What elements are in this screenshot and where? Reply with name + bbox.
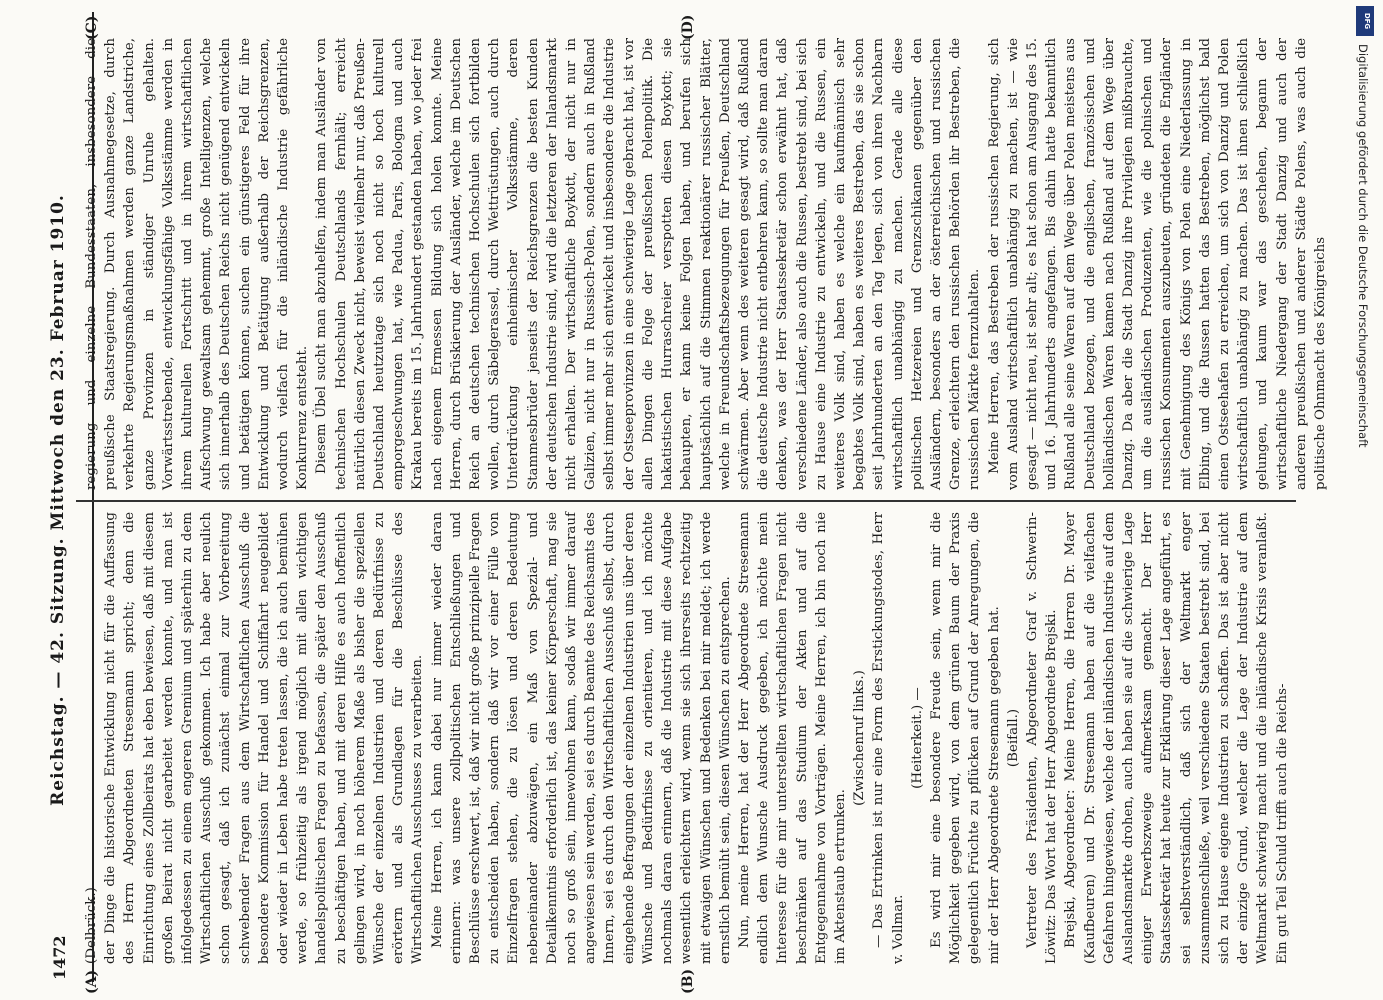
speech-paragraph: Brejski, Abgeordneter: Meine Herren, die Herren Dr. Mayer (Kaufbeuren) und Dr. Stresemann haben auf die vielfachen Gefahren hingewiesen, welche der inländischen Industrie auf dem Auslandsmarkte drohen, auch haben sie auf die schwierige Lage einiger Erwerbszweige aufmerksam gemacht. Der Herr Staatssekretär hat heute zur Erklärung dieser Lage angeführt, es sei selbstverständlich, daß sich der Weltmarkt enger zusammenschließe, weil verschiedene Staaten bestrebt sind, bei sich zu Hause eigene Industrien zu schaffen. Das ist aber nicht der einzige Grund, welcher die Lage der Industrie auf dem Weltmarkt schwierig macht und die inländische Krisis veranlaßt. Ein gut Teil Schuld trifft auch die Reichs- [1063,512,1290,964]
paragraph: Nun, meine Herren, hat der Herr Abgeordnete Stresemann endlich dem Wunsche Ausdruck gegeben, ich möchte mein Interesse für die mir unterstellten wirtschaftlichen Fragen nicht beschränken auf das Studium der Akten und auf die Entgegennahme von Vorträgen. Meine Herren, ich bin noch nie im Aktenstaub ertrunken. [736,512,848,964]
page-title: Reichstag. — 42. Sitzung. Mittwoch den 23. Februar 1910. [48,194,68,806]
paragraph: Diesem Übel sucht man abzuhelfen, indem man Ausländer von technischen Hochschulen Deutschlands fernhält; erreicht natürlich diesen Zweck nicht, beweist vielmehr nur, daß Preußen-Deutschland heutzutage sich noch nicht so hoch kulturell emporgeschwungen hat, wie Padua, Paris, Bologna und auch Krakau bereits im 15. Jahrhundert gestanden haben, wo jeder frei nach eigenem Ermessen Bildung sich holen konnte. Meine Herren, durch Brüskierung der Ausländer, welche im Deutschen Reich an deutschen technischen Hochschulen sich fortbilden wollen, durch Säbelgerassel, durch Wettrüstungen, auch durch Unterdrückung einheimischer Volksstämme, deren Stammesbrüder jenseits der Reichsgrenzen die besten Kunden der deutschen Industrie sind, wird die letzteren der Inlandsmarkt nicht erhalten. Der wirtschaftliche Boykott, der nicht nur in Galizien, nicht nur in Russisch-Polen, sondern auch in Rußland selbst immer mehr sich entwickelt und insbesondere die Industrie der Ostseeprovinzen in eine schwierige Lage gebracht hat, ist vor allen Dingen die Folge der preußischen Polenpolitik. Die hakatistischen Hurraschreier verspotten diesen Boykott; sie behaupten, er kann keine Folgen haben, und berufen sich hauptsächlich auf die Stimmen reaktionärer russischer Blätter, welche in Freundschaftsbezeugungen für Preußen, Deutschland schwärmen. Aber wenn des weiteren gesagt wird, daß Rußland die deutsche Industrie nicht entbehren kann, so sollte man daran denken, was der Herr Staatssekretär schon erwähnt hat, daß verschiedene Länder, also auch die Russen, bestrebt sind, bei sich zu Hause eine Industrie zu entwickeln, und die Russen, ein weiteres Volk sind, haben es welche ein kaufmännisch sehr begabtes Volk sind, haben es weiteres Bestreben, das sie schon seit Jahrhunderten an den Tag legen, sich von ihren Nachbarn wirtschaftlich unabhängig zu machen. Gerade alle diese politischen Hetzereien und Grenzschikanen gegenüber den Ausländern, besonders an der österreichischen und russischen Grenze, erleichtern den russischen Behörden ihr Bestreben, die russischen Märkte fernzuhalten. [314,38,983,490]
interjection: (Heiterkeit.) — [909,687,925,789]
paragraph: der Dinge die historische Entwicklung nicht für die Auffassung des Herrn Abgeordneten Stresemann spricht; denn die Einrichtung eines Zollbeirats hat eben bewiesen, daß mit diesem großen Beirat nicht gearbeitet werden konnte, und man ist infolgedessen zu einem engeren Gremium und späterhin zu dem Wirtschaftlichen Ausschuß gekommen. Ich habe aber neulich schon gesagt, daß ich zunächst einmal zur Vorbereitung schwebender Fragen aus dem Wirtschaftlichen Ausschuß die besondere Kommission für Handel und Schiffahrt neugebildet oder wieder in Leben habe treten lassen, die ich auch bemühen werde, so frühzeitig als irgend möglich mit allen wichtigen handelspolitischen Fragen zu befassen, die später den Ausschuß zu beschäftigen haben, und mit deren Hilfe es auch hoffentlich gelingen wird, in noch höherem Maße als bisher die speziellen Wünsche der einzelnen Industrien und deren Bedürfnisse zu erörtern und als Grundlagen für die Beschlüsse des Wirtschaftlichen Ausschusses zu verarbeiten. [103,512,426,964]
speaker-ref: (Delbrück.) [84,887,99,964]
interjection: (Zwischenruf links.) [852,670,868,806]
dfg-logo-label: DFG [1363,12,1371,30]
chair-announcement: Vertreter des Präsidenten, Abgeordneter Graf v. Schwerin-Löwitz: Das Wort hat der Herr Abgeordnete Brejski. [1024,512,1060,964]
margin-marker-b: (B) [680,968,696,994]
paragraph: Meine Herren, ich kann dabei nur immer wieder daran erinnern: was unsere zollpolitischen Entschließungen und Beschlüsse erschwert, ist, daß wir nicht große prinzipielle Fragen zu entscheiden haben, sondern daß wir vor einer Fülle von Einzelfragen stehen, die zu lösen und deren Bedeutung nebeneinander abzuwägen, ein Maß von Spezial- und Detailkenntnis erforderlich ist, das keiner Körperschaft, mag sie noch so groß sein, innewohnen kann, sodaß wir immer darauf angewiesen sein werden, sei es durch Beamte des Reichsamts des Innern, sei es durch den Wirtschaftlichen Ausschuß selbst, durch eingehende Befragungen der einzelnen Industrien uns über deren Wünsche und Bedürfnisse zu orientieren, und ich möchte nochmals daran erinnern, daß die Industrie mit diese Aufgabe wesentlich erleichtern wird, wenn sie sich ihrerseits rechtzeitig mit etwaigen Wünschen und Bedenken bei mir meldet; ich werde ernstlich bemüht sein, diesen Wünschen zu entsprechen. [429,512,733,964]
paragraph: Es wird mir eine besondere Freude sein, wenn mir die Möglichkeit gegeben wird, von dem grünen Baum der Praxis gelegentlich Früchte zu pflücken auf Grund der Anregungen, die mir der Herr Abgeordnete Stresemann gegeben hat. [928,512,1002,964]
paragraph: Meine Herren, das Bestreben der russischen Regierung, sich vom Ausland wirtschaftlich unabhängig zu machen, ist — wie gesagt — nicht neu, ist sehr alt; es hat schon am Ausgang des 15. und 16. Jahrhunderts angefangen. Bis dahin hatte bekanntlich Rußland alle seine Waren auf dem Wege über Polen meistens aus Deutschland bezogen, und die englischen, französischen und holländischen Waren kamen nach Rußland auf dem Wege über Danzig. Da aber die Stadt Danzig ihre Privilegien mißbrauchte, um die ausländischen Produzenten, wie die polnischen und russischen Konsumenten auszubeuten, gründeten die Engländer mit Genehmigung des Königs von Polen eine Niederlassung in Elbing, und die Russen hatten das Bestreben, möglichst bald einen Ostseehafen zu erreichen, um sich von Danzig und Polen wirtschaftlich unabhängig zu machen. Das ist ihnen schließlich gelungen, und kaum war das geschehen, begann der wirtschaftliche Niedergang der Stadt Danzig und auch der anderen preußischen und anderer Städte Polens, was auch die politische Ohnmacht des Königreichs [986,38,1328,490]
paragraph: regierung und einzelne Bundesstaaten, insbesondere die preußische Staatsregierung. Durch Ausnahmegesetze, durch verkehrte Regierungsmaßnahmen werden ganze Landstriche, ganze Provinzen in ständiger Unruhe gehalten. Vorwärtsstrebende, entwicklungsfähige Volksstämme werden in ihrem kulturellen Fortschritt und in ihrem wirtschaftlichen Aufschwung gewaltsam gehemmt, große Intelligenzen, welche sich innerhalb des Deutschen Reichs nicht genügend entwickeln und betätigen können, suchen ein günstigeres Feld für ihre Entwicklung und Betätigung außerhalb der Reichsgrenzen, wodurch vielfach für die inländische Industrie gefährliche Konkurrenz entsteht. [84,38,311,490]
page-number: 1472 [50,935,69,980]
funding-note: Digitalisierung gefördert durch die Deutsche Forschungsgemeinschaft [1356,44,1370,448]
paragraph: — Das Ertrinken ist nur eine Form des Erstickungstodes, Herr v. Vollmar. [871,512,906,964]
column-divider [76,501,1296,503]
margin-marker-c: (C) [84,15,100,40]
dfg-logo-icon [1356,6,1374,36]
left-column [82,512,1290,964]
margin-marker-a: (A) [84,969,100,994]
right-column [82,38,1328,490]
interjection: (Beifall.) [1005,708,1021,768]
margin-marker-d: (D) [680,14,696,40]
page-header [22,0,74,1000]
